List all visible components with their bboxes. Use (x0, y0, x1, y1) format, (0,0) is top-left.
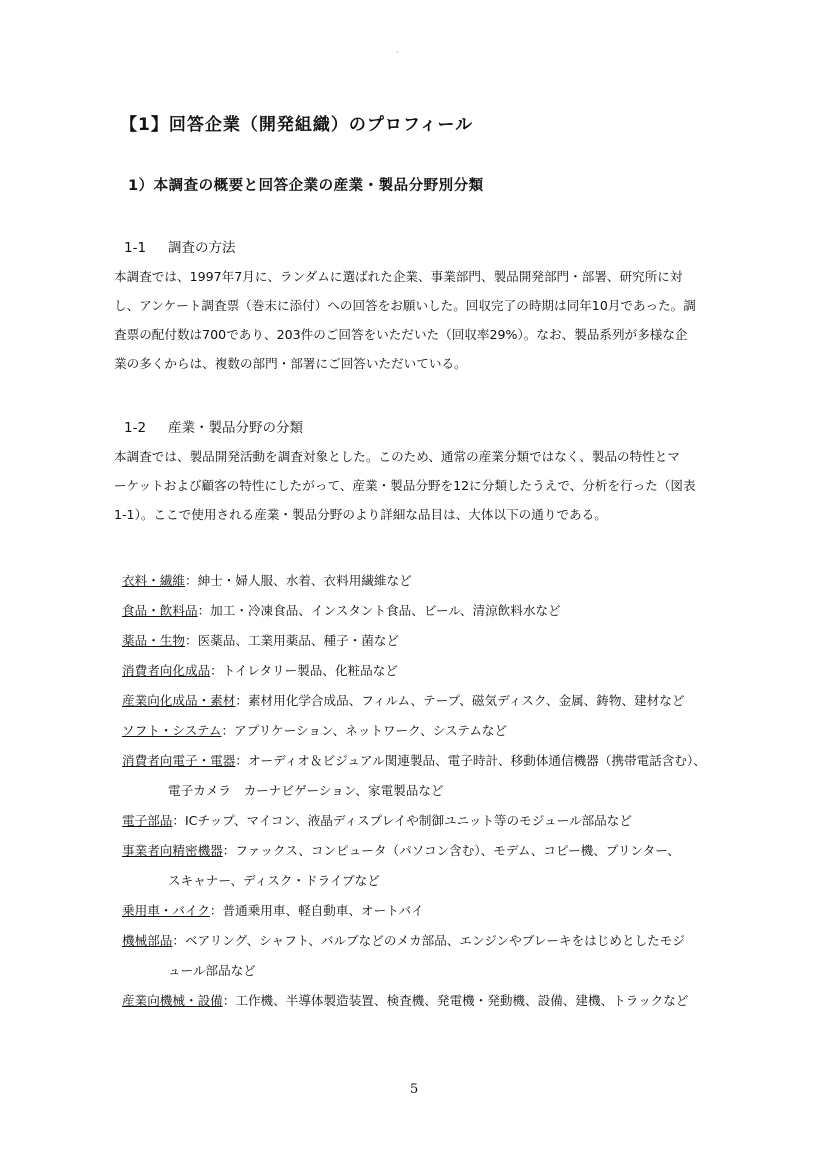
category-items: 工作機、半導体製造装置、検査機、発電機・発動機、設備、建機、トラックなど (235, 993, 689, 1008)
category-items: ICチップ、マイコン、液晶ディスプレイや制御ユニット等のモジュール部品など (184, 813, 632, 828)
category-name: 乗用車・バイク (122, 903, 210, 918)
category-separator: ： (210, 663, 223, 678)
category-item (122, 626, 772, 656)
paragraph-line: 業の多くからは、複数の部門・部署にご回答いただいている。 (114, 356, 467, 371)
category-name: 消費者向化成品 (122, 663, 211, 678)
category-item (122, 896, 772, 926)
category-item (122, 926, 772, 956)
category-item (122, 686, 772, 716)
category-item (122, 596, 772, 626)
subsection-number: 1-1 (124, 240, 147, 256)
category-item (122, 746, 772, 776)
category-name: 衣料・繊維 (122, 573, 185, 588)
subsection-heading-1-2 (124, 416, 303, 436)
category-item (122, 716, 772, 746)
category-item-continuation: 電子カメラ カーナビゲーション、家電製品など (168, 783, 444, 798)
category-separator: ： (235, 753, 248, 768)
category-items: ファックス、コンピュータ（パソコン含む）、モデム、コピー機、プリンター、 (235, 843, 680, 858)
category-separator: ： (222, 993, 236, 1008)
category-items: 加工・冷凍食品、インスタント食品、ビール、清涼飲料水など (210, 603, 561, 618)
paragraph-line: し、アンケート調査票（巻末に添付）への回答をお願いした。回収完了の時期は同年10月であった。調 (114, 298, 696, 313)
page-number: 5 (410, 1082, 419, 1097)
category-separator: ： (209, 903, 223, 918)
category-name: 薬品・生物 (122, 633, 185, 648)
category-items: 紳士・婦人服、水着、衣料用繊維など (197, 573, 412, 588)
category-items: ベアリング、シャフト、バルブなどのメカ部品、エンジンやブレーキをはじめとしたモジ (184, 933, 685, 948)
paragraph-line: 本調査では、1997年7月に、ランダムに選ばれた企業、事業部門、製品開発部門・部署、研究所に対 (114, 269, 683, 284)
category-separator: ： (221, 723, 235, 738)
category-items: アプリケーション、ネットワーク、システムなど (234, 723, 508, 738)
category-item-continuation: ュール部品など (168, 963, 256, 978)
category-item-continuation: スキャナー、ディスク・ドライブなど (168, 873, 380, 888)
top-mark: · (396, 48, 399, 57)
category-name: ソフト・システム (122, 723, 222, 738)
category-items: 普通乗用車、軽自動車、オートバイ (222, 903, 424, 918)
category-item (122, 566, 772, 596)
category-name: 産業向機械・設備 (122, 993, 223, 1008)
category-separator: ： (184, 633, 198, 648)
category-items: 医薬品、工業用薬品、種子・菌など (197, 633, 400, 648)
category-name: 産業向化成品・素材 (122, 693, 236, 708)
section-title: 【1】回答企業（開発組織）のプロフィール (120, 115, 474, 135)
category-name: 食品・飲料品 (122, 603, 198, 618)
paragraph-classification (114, 442, 764, 529)
paragraph-line: 1-1）。ここで使用される産業・製品分野のより詳細な品目は、大体以下の通りである。 (114, 507, 607, 522)
category-separator: ： (235, 693, 248, 708)
category-name: 機械部品 (122, 933, 173, 948)
paragraph-line: ーケットおよび顧客の特性にしたがって、産業・製品分野を12に分類したうえで、分析を行った（図表 (114, 478, 696, 493)
category-items: 素材用化学合成品、フィルム、テープ、磁気ディスク、金属、鋳物、建材など (247, 693, 685, 708)
paragraph-survey-method (114, 262, 764, 378)
category-separator: ： (184, 573, 198, 588)
category-items: トイレタリー製品、化粧品など (222, 663, 398, 678)
category-separator: ： (172, 933, 185, 948)
category-item (122, 836, 772, 866)
paragraph-line: 査票の配付数は700であり、203件のご回答をいただいた（回収率29%）。なお、製品系列が多様な企 (114, 327, 688, 342)
subsection-heading-text: 調査の方法 (168, 240, 236, 256)
subsection-title: 1）本調査の概要と回答企業の産業・製品分野別分類 (128, 178, 484, 194)
category-item (122, 656, 772, 686)
category-items: オーディオ＆ビジュアル関連製品、電子時計、移動体通信機器（携帯電話含む）、 (247, 753, 706, 768)
category-name: 事業者向精密機器 (122, 843, 223, 858)
category-separator: ： (172, 813, 185, 828)
category-item (122, 986, 772, 1016)
category-separator: ： (222, 843, 236, 858)
subsection-number: 1-2 (124, 420, 147, 436)
subsection-heading-text: 産業・製品分野の分類 (168, 420, 303, 436)
paragraph-line: 本調査では、製品開発活動を調査対象とした。このため、通常の産業分類ではなく、製品の特性とマ (114, 449, 680, 464)
category-name: 消費者向電子・電器 (122, 753, 236, 768)
subsection-heading-1-1 (124, 236, 236, 256)
category-separator: ： (197, 603, 211, 618)
category-list (122, 566, 772, 1016)
category-item (122, 806, 772, 836)
category-name: 電子部品 (122, 813, 173, 828)
